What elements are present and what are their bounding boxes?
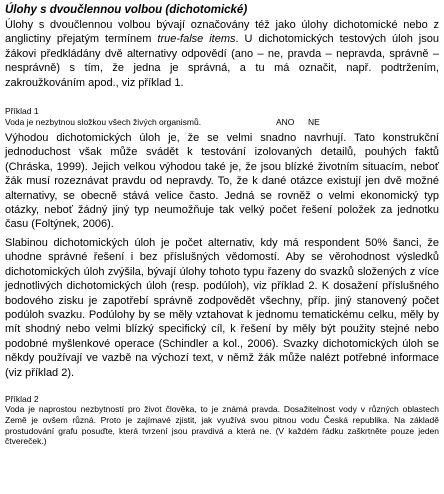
intro-italic-term: true-false items bbox=[157, 33, 236, 46]
intro-text-start: Úlohy s dvoučlennou volbou bývají označovány též jako úlohy dichotomické nebo z anglictiny přejatým termínem bbox=[5, 19, 439, 46]
section-heading: Úlohy s dvoučlennou volbou (dichotomické) bbox=[5, 4, 248, 16]
weaknesses-paragraph: Slabinou dichotomických úloh je počet alternativ, kdy má respondent 50% šanci, že uhodne správné řešení i bez příslušných vědomostí. Aby se věrohodnost výsledků dichotomických úloh zvýšila, bývají úlohy tohoto typu řazeny do svazků složených z více jednotlivých dichotomických úloh (resp. podúloh), viz příklad 2. K dosažení příslušného bodového zisku je zapotřebí správně zodpovědět všechny, příp. jiný stanovený počet podúloh svazku. Podúlohy by se měly vztahovat k jednomu tematickému celku, měly by mít shodný nebo velmi blízký specifický cíl, k řešení by měly být použity stejné nebo podobné myšlenkové operace (Schindler a kol., 2006). Svazky dichotomických úloh se někdy používají ve vazbě na výchozí text, v němž žák může nalézt potřebné informace (viz příklad 2). bbox=[5, 236, 439, 379]
example-1-row bbox=[5, 117, 439, 128]
example-1-label: Příklad 1 bbox=[5, 106, 39, 117]
example-1-question: Voda je nezbytnou složkou všech živých organismů. bbox=[5, 116, 202, 127]
intro-paragraph bbox=[5, 18, 439, 90]
example-1-option-no: NE bbox=[308, 116, 320, 127]
intro-text-end: . U dichotomických testových úloh jsou žákovi předkládány dvě alternativy odpovědí (ano – ne, pravda – nepravda, správně – nesprávně) s tím, že jedna je správná, a tu má označit, např. podtržením, zakroužkováním apod., viz příklad 1. bbox=[5, 33, 439, 89]
example-1-option-yes: ANO bbox=[276, 116, 295, 127]
advantages-paragraph: Výhodou dichotomických úloh je, že se velmi snadno navrhují. Tato konstrukční jednoduchost však může svádět k testování izolovaných detailů, pouhých faktů (Chráska, 1999). Jejich velkou výhodou také je, že jsou blízké životním situacím, neboť žák musí rozeznávat pravdu od nepravdy. To, že k dané otázce existují jen dvě možné alternativy, se obecně stává velice často. Jedná se rovněž o velmi ekonomický typ otázky, neboť žádný jiný typ neumožňuje tak velký počet řešení položek za jednotku času (Foltýnek, 2006). bbox=[5, 132, 439, 231]
document-page bbox=[5, 3, 439, 447]
example-2-label: Příklad 2 bbox=[5, 393, 39, 404]
example-2-text: Voda je naprostou nezbytností pro život člověka, to je známá pravda. Dosažitelnost vody v různých oblastech Země je ovšem různá. Proto je zajímavé zjistit, jak využívá svou pitnou vodu Česká republika. Na základě prostudování grafu posuďte, která tvrzení jsou pravdivá a která ne. (V každém řádku zaškrtněte pouze jeden čtvereček.) bbox=[5, 404, 439, 447]
